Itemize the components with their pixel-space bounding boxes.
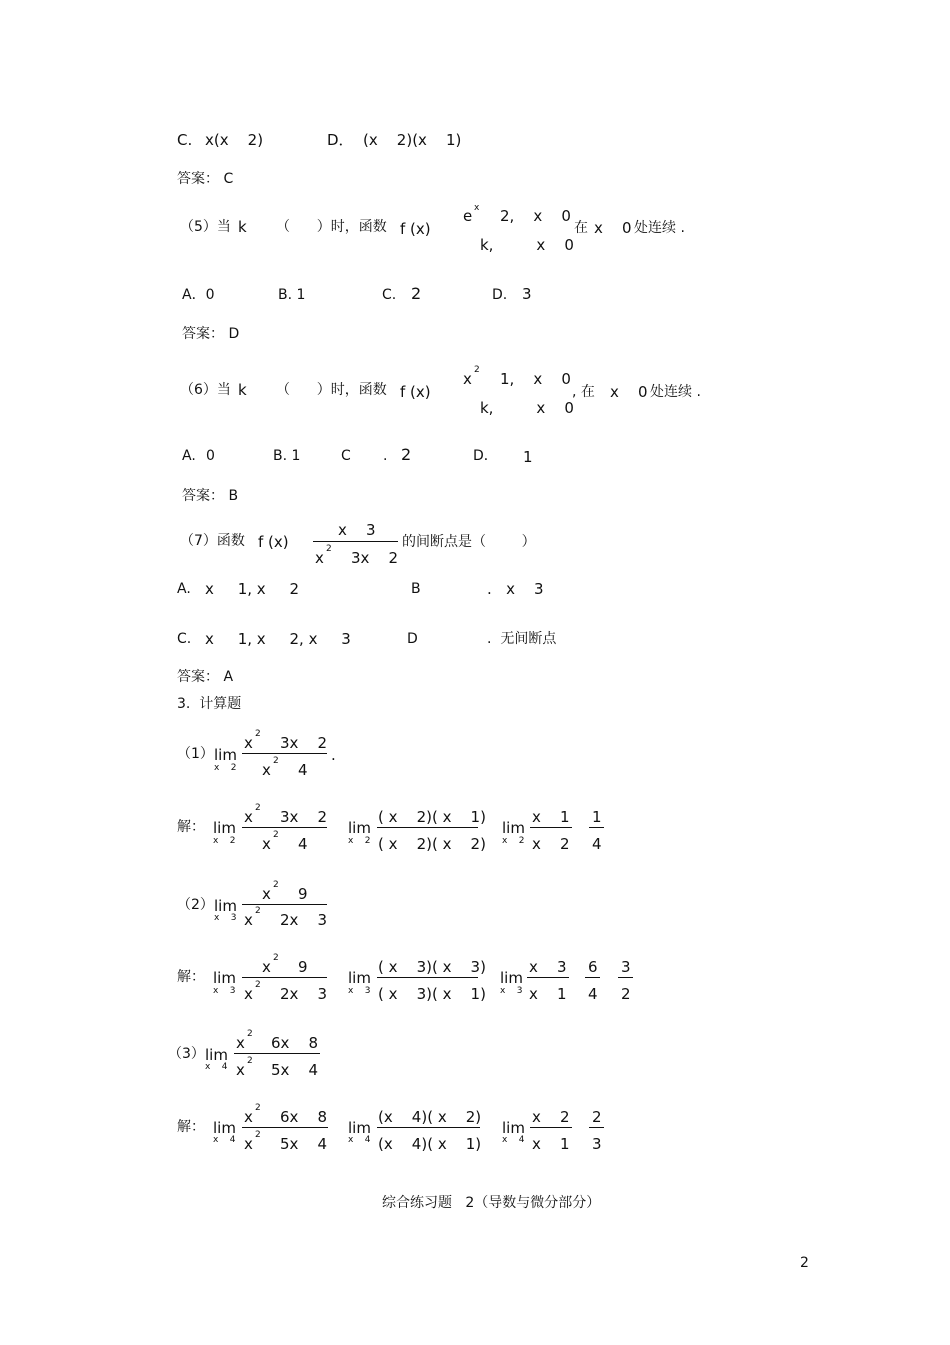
p3-sol-f1-bar — [242, 1127, 328, 1128]
p3-result-den: 3 — [592, 1135, 602, 1153]
q5-option-c-label: C. — [382, 287, 397, 303]
p3-den-sup: 2 — [247, 1056, 253, 1066]
answer-q6: 答案： B — [182, 488, 239, 504]
p1-solution-label: 解： — [177, 819, 205, 835]
p1-sol-f1-num-x: x — [244, 808, 253, 826]
p2-result2-den: 2 — [621, 985, 631, 1003]
q5-option-a: A．0 — [182, 287, 215, 303]
p3-den-x: x — [236, 1061, 245, 1079]
p1-lim-sub: x 2 — [214, 763, 237, 773]
p3-sol-f2-den: (x 4)( x 1) — [378, 1135, 482, 1153]
p3-sol-f3-bar — [530, 1127, 572, 1128]
q6-option-d-value: 1 — [523, 448, 533, 466]
option-d-expr: (x 2)(x 1) — [363, 131, 462, 149]
p1-num-rest: 3x 2 — [280, 734, 328, 752]
answer-q4: 答案： C — [177, 171, 234, 187]
p1-sol-lim3: lim — [502, 819, 525, 837]
q5-paren: （ ）时，函数 — [276, 219, 387, 235]
p2-sol-f2-den: ( x 3)( x 1) — [378, 985, 486, 1003]
q6-option-c-dot: . — [383, 448, 388, 464]
p3-sol-lim3: lim — [502, 1119, 525, 1137]
p2-fraction-bar — [242, 904, 327, 905]
p3-num-sup: 2 — [247, 1029, 253, 1039]
p1-num-x: x — [244, 734, 253, 752]
p1-label: （1） — [177, 746, 214, 762]
q7-den-x: x — [315, 549, 324, 567]
answer-q5: 答案： D — [182, 326, 240, 342]
q6-option-d-label: D． — [473, 448, 498, 464]
p3-sol-lim3-sub: x 4 — [502, 1135, 525, 1145]
q7-fx: f (x) — [258, 533, 289, 551]
p3-num-x: x — [236, 1034, 245, 1052]
p1-num-sup: 2 — [255, 729, 261, 739]
q5-option-d-value: 3 — [522, 285, 532, 303]
p1-sol-lim1-sub: x 2 — [213, 836, 236, 846]
q7-option-a-label: A. — [177, 581, 191, 597]
section-heading: 3. 计算题 — [177, 696, 242, 712]
p2-result2-num: 3 — [621, 958, 631, 976]
p2-sol-f3-num: x 3 — [529, 958, 567, 976]
q6-label: （6）当 — [180, 382, 231, 398]
p1-result-den: 4 — [592, 835, 602, 853]
p2-sol-f1-bar — [242, 977, 327, 978]
p1-sol-f1-num-rest: 3x 2 — [280, 808, 328, 826]
q7-den-sup: 2 — [326, 544, 332, 554]
p2-sol-f1-num-rest: 9 — [298, 958, 308, 976]
q7-option-d-expr: . 无间断点 — [487, 631, 557, 647]
q7-numerator: x 3 — [338, 521, 376, 539]
q5-case1-rest: 2, x 0 — [500, 207, 571, 225]
p3-sol-f1-num-x: x — [244, 1108, 253, 1126]
q6-k: k — [238, 381, 247, 399]
p1-den-sup: 2 — [273, 756, 279, 766]
p1-sol-f1-den-rest: 4 — [298, 835, 308, 853]
p3-sol-f1-num-rest: 6x 8 — [280, 1108, 328, 1126]
q5-option-d-label: D. — [492, 287, 508, 303]
q7-option-c-label: C. — [177, 631, 192, 647]
p3-sol-lim1: lim — [213, 1119, 236, 1137]
p3-sol-f3-den: x 1 — [532, 1135, 570, 1153]
q6-option-a-value: 0 — [206, 448, 215, 464]
p1-den-rest: 4 — [298, 761, 308, 779]
p1-result-bar — [589, 827, 604, 828]
p2-sol-f2-bar — [377, 977, 478, 978]
p2-sol-f3-bar — [527, 977, 569, 978]
p2-den-sup: 2 — [255, 906, 261, 916]
q7-den-rest: 3x 2 — [351, 549, 399, 567]
p1-sol-f1-den-x: x — [262, 835, 271, 853]
q6-option-b: B. 1 — [273, 448, 301, 464]
p2-lim-sub: x 3 — [214, 913, 237, 923]
option-c-expr: x(x 2) — [205, 131, 264, 149]
p2-den-rest: 2x 3 — [280, 911, 328, 929]
p3-solution-label: 解： — [177, 1119, 205, 1135]
p3-sol-lim2: lim — [348, 1119, 371, 1137]
q7-fraction-bar — [313, 541, 398, 542]
p1-period: . — [331, 746, 336, 764]
p1-sol-f1-den-sup: 2 — [273, 830, 279, 840]
p1-den-x: x — [262, 761, 271, 779]
p1-sol-f2-num: ( x 2)( x 1) — [378, 808, 486, 826]
p3-sol-f2-num: (x 4)( x 2) — [378, 1108, 482, 1126]
p2-sol-lim2: lim — [348, 969, 371, 987]
q5-option-b: B. 1 — [278, 287, 306, 303]
q5-label: （5）当 — [180, 219, 231, 235]
option-c-label: C. — [177, 131, 193, 149]
p3-den-rest: 5x 4 — [271, 1061, 319, 1079]
q5-case1-e: e — [463, 207, 473, 225]
q6-option-c-label: C — [341, 448, 351, 464]
q6-fx: f (x) — [400, 383, 431, 401]
q6-tail-x: x 0 — [610, 383, 648, 401]
q5-tail: 在 — [574, 220, 588, 236]
p2-sol-lim1-sub: x 3 — [213, 986, 236, 996]
p3-sol-f1-den-rest: 5x 4 — [280, 1135, 328, 1153]
p2-sol-f1-num-x: x — [262, 958, 271, 976]
p2-result1-den: 4 — [588, 985, 598, 1003]
p1-sol-f3-den: x 2 — [532, 835, 570, 853]
q5-k: k — [238, 218, 247, 236]
q7-tail: 的间断点是（ ） — [402, 534, 536, 550]
p2-solution-label: 解： — [177, 969, 205, 985]
q6-tail-end: 处连续 . — [650, 384, 701, 400]
answer-q7: 答案： A — [177, 669, 234, 685]
p3-sol-f2-bar — [377, 1127, 480, 1128]
p2-result1-num: 6 — [588, 958, 598, 976]
p2-sol-f1-den-sup: 2 — [255, 980, 261, 990]
p2-den-x: x — [244, 911, 253, 929]
p3-sol-f1-num-sup: 2 — [255, 1103, 261, 1113]
q7-label: （7）函数 — [180, 533, 245, 549]
p1-sol-f3-bar — [530, 827, 572, 828]
p3-sol-lim2-sub: x 4 — [348, 1135, 371, 1145]
p2-sol-lim3: lim — [500, 969, 523, 987]
q6-case1-sup: 2 — [474, 365, 480, 375]
p3-fraction-bar — [234, 1053, 320, 1054]
q6-paren: （ ）时，函数 — [276, 382, 387, 398]
p2-result2-bar — [618, 977, 633, 978]
p1-sol-lim2-sub: x 2 — [348, 836, 371, 846]
p1-sol-f1-num-sup: 2 — [255, 803, 261, 813]
p1-result-num: 1 — [592, 808, 602, 826]
q7-option-b-label: B — [411, 581, 421, 597]
next-section-title: 综合练习题 2（导数与微分部分） — [382, 1195, 601, 1211]
p1-sol-lim1: lim — [213, 819, 236, 837]
p3-sol-lim1-sub: x 4 — [213, 1135, 236, 1145]
p1-sol-f2-den: ( x 2)( x 2) — [378, 835, 486, 853]
p3-result-num: 2 — [592, 1108, 602, 1126]
p1-sol-lim2: lim — [348, 819, 371, 837]
p2-sol-f3-den: x 1 — [529, 985, 567, 1003]
p1-sol-f1-bar — [242, 827, 327, 828]
p3-lim-sub: x 4 — [205, 1062, 228, 1072]
p2-sol-lim2-sub: x 3 — [348, 986, 371, 996]
p2-num-rest: 9 — [298, 885, 308, 903]
q6-case1-rest: 1, x 0 — [500, 370, 571, 388]
q5-case2: k, x 0 — [480, 236, 574, 254]
q6-case1-x: x — [463, 370, 472, 388]
p2-label: （2） — [177, 897, 214, 913]
q7-option-c-expr: x 1, x 2, x 3 — [205, 630, 351, 648]
p2-num-x: x — [262, 885, 271, 903]
q6-tail: , 在 — [572, 384, 595, 400]
q5-case1-sup: x — [474, 203, 480, 213]
p1-fraction-bar — [242, 753, 327, 754]
p3-sol-f1-den-x: x — [244, 1135, 253, 1153]
p2-num-sup: 2 — [273, 880, 279, 890]
q7-option-a-expr: x 1, x 2 — [205, 580, 300, 598]
p3-label: （3） — [168, 1046, 205, 1062]
p2-sol-f2-num: ( x 3)( x 3) — [378, 958, 486, 976]
p3-result-bar — [589, 1127, 604, 1128]
option-d-label: D． — [327, 131, 354, 149]
q5-option-c-value: 2 — [411, 284, 422, 303]
q7-option-b-expr: . x 3 — [487, 580, 544, 598]
page-number: 2 — [800, 1255, 809, 1271]
p2-sol-lim3-sub: x 3 — [500, 986, 523, 996]
p2-sol-lim1: lim — [213, 969, 236, 987]
p3-num-rest: 6x 8 — [271, 1034, 319, 1052]
q5-fx: f (x) — [400, 220, 431, 238]
p2-lim: lim — [214, 897, 237, 915]
q6-case2: k, x 0 — [480, 399, 574, 417]
p3-sol-f3-num: x 2 — [532, 1108, 570, 1126]
p1-lim: lim — [214, 746, 237, 764]
p2-sol-f1-den-rest: 2x 3 — [280, 985, 328, 1003]
p2-result1-bar — [585, 977, 600, 978]
q5-tail-end: 处连续 . — [634, 220, 685, 236]
p1-sol-f2-bar — [377, 827, 478, 828]
q6-option-a-label: A. — [182, 448, 196, 464]
q6-option-c-value: 2 — [401, 445, 412, 464]
p3-sol-f1-den-sup: 2 — [255, 1130, 261, 1140]
p3-lim: lim — [205, 1046, 228, 1064]
p2-sol-f1-num-sup: 2 — [273, 953, 279, 963]
p2-sol-f1-den-x: x — [244, 985, 253, 1003]
p1-sol-lim3-sub: x 2 — [502, 836, 525, 846]
q7-option-d-label: D — [407, 631, 418, 647]
q5-tail-x: x 0 — [594, 219, 632, 237]
p1-sol-f3-num: x 1 — [532, 808, 570, 826]
